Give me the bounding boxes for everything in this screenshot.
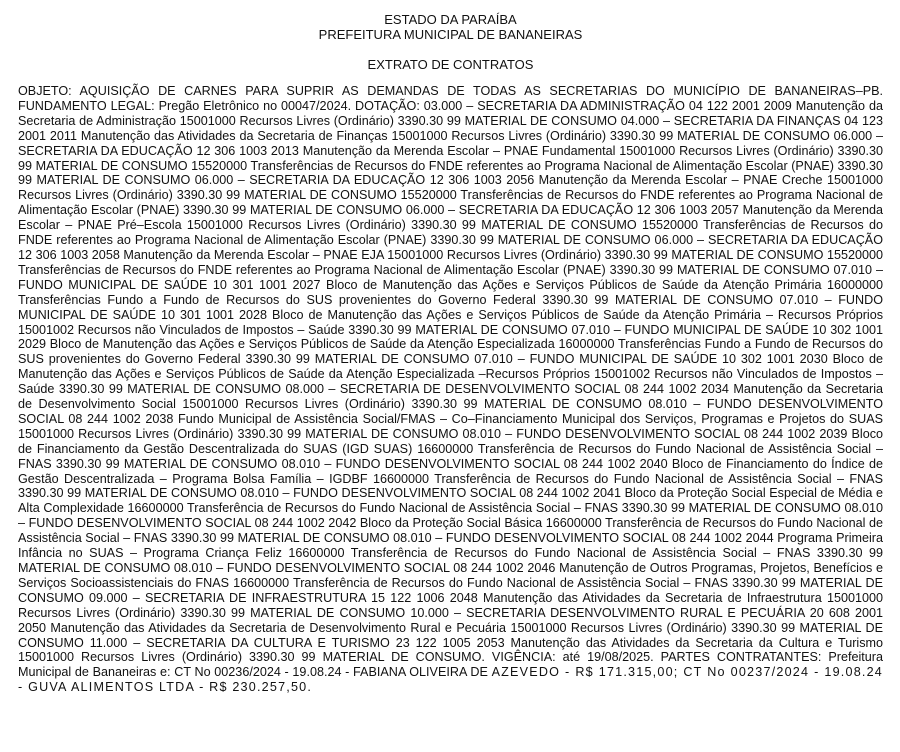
contract-extract-text: OBJETO: AQUISIÇÃO DE CARNES PARA SUPRIR AS DEMANDAS DE TODAS AS SECRETARIAS DO MUNICÍPIO DE BANANEIRAS–PB. FUNDAMENTO LEGAL: Pregão Eletrônico no 00047/2024. DOTAÇÃO: 03.000 – SECRETARIA DA ADMINISTRAÇÃO 04 122 2001 2009 Manutenção da Secretaria de Administração 15001000 Recursos Livres (Ordinário) 3390.30 99 MATERIAL DE CONSUMO 04.000 – SECRETARIA DA FINANÇAS 04 123 2001 2011 Manutenção das Atividades da Secretaria de Finanças 15001000 Recursos Livres (Ordinário) 3390.30 99 MATERIAL DE CONSUMO 06.000 – SECRETARIA DA EDUCAÇÃO 12 306 1003 2013 Manutenção da Merenda Escolar – PNAE Fundamental 15001000 Recursos Livres (Ordinário) 3390.30 99 MATERIAL DE CONSUMO 15520000 Transferências de Recursos do FNDE referentes ao Programa Nacional de Alimentação Escolar (PNAE) 3390.30 99 MATERIAL DE CONSUMO 06.000 – SECRETARIA DA EDUCAÇÃO 12 306 1003 2056 Manutenção da Merenda Escolar – PNAE Creche 15001000 Recursos Livres (Ordinário) 3390.30 99 MATERIAL DE CONSUMO 15520000 Transferências de Recursos do FNDE referentes ao Programa Nacional de Alimentação Escolar (PNAE) 3390.30 99 MATERIAL DE CONSUMO 06.000 – SECRETARIA DA EDUCAÇÃO 12 306 1003 2057 Manutenção da Merenda Escolar – PNAE Pré–Escola 15001000 Recursos Livres (Ordinário) 3390.30 99 MATERIAL DE CONSUMO 15520000 Transferências de Recursos do FNDE referentes ao Programa Nacional de Alimentação Escolar (PNAE) 3390.30 99 MATERIAL DE CONSUMO 06.000 – SECRETARIA DA EDUCAÇÃO 12 306 1003 2058 Manutenção da Merenda Escolar – PNAE EJA 15001000 Recursos Livres (Ordinário) 3390.30 99 MATERIAL DE CONSUMO 15520000 Transferências de Recursos do FNDE referentes ao Programa Nacional de Alimentação Escolar (PNAE) 3390.30 99 MATERIAL DE CONSUMO 07.010 – FUNDO MUNICIPAL DE SAÚDE 10 301 1001 2027 Bloco de Manutenção das Ações e Serviços Públicos de Saúde da Atenção Primária 16000000 Transferências Fundo a Fundo de Recursos do SUS provenientes do Governo Federal 3390.30 99 MATERIAL DE CONSUMO 07.010 – FUNDO MUNICIPAL DE SAÚDE 10 301 1001 2028 Bloco de Manutenção das Ações e Serviços Públicos de Saúde da Atenção Primária – Recursos Próprios 15001002 Recursos não Vinculados de Impostos – Saúde 3390.30 99 MATERIAL DE CONSUMO 07.010 – FUNDO MUNICIPAL DE SAÚDE 10 302 1001 2029 Bloco de Manutenção das Ações e Serviços Públicos de Saúde da Atenção Especializada 16000000 Transferências Fundo a Fundo de Recursos do SUS provenientes do Governo Federal 3390.30 99 MATERIAL DE CONSUMO 07.010 – FUNDO MUNICIPAL DE SAÚDE 10 302 1001 2030 Bloco de Manutenção das Ações e Serviços Públicos de Saúde da Atenção Especializada –Recursos Próprios 15001002 Recursos não Vinculados de Impostos – Saúde 3390.30 99 MATERIAL DE CONSUMO 08.000 – SECRETARIA DE DESENVOLVIMENTO SOCIAL 08 244 1002 2034 Manutenção da Secretaria de Desenvolvimento Social 15001000 Recursos Livres (Ordinário) 3390.30 99 MATERIAL DE CONSUMO 08.010 – FUNDO DESENVOLVIMENTO SOCIAL 08 244 1002 2038 Fundo Municipal de Assistência Social/FMAS – Co–Financiamento Municipal dos Serviços, Programas e Projetos do SUAS 15001000 Recursos Livres (Ordinário) 3390.30 99 MATERIAL DE CONSUMO 08.010 – FUNDO DESENVOLVIMENTO SOCIAL 08 244 1002 2039 Bloco de Financiamento da Gestão Descentralizada do SUAS (IGD SUAS) 16600000 Transferência de Recursos do Fundo Nacional de Assistência Social – FNAS 3390.30 99 MATERIAL DE CONSUMO 08.010 – FUNDO DESENVOLVIMENTO SOCIAL 08 244 1002 2040 Bloco de Financiamento do Índice de Gestão Descentralizada – Programa Bolsa Família – IGDBF 16600000 Transferência de Recursos do Fundo Nacional de Assistência Social – FNAS 3390.30 99 MATERIAL DE CONSUMO 08.010 – FUNDO DESENVOLVIMENTO SOCIAL 08 244 1002 2041 Bloco da Proteção Social Especial de Média e Alta Complexidade 16600000 Transferência de Recursos do Fundo Nacional de Assistência Social – FNAS 3390.30 99 MATERIAL DE CONSUMO 08.010 – FUNDO DESENVOLVIMENTO SOCIAL 08 244 1002 2042 Bloco da Proteção Social Básica 16600000 Transferência de Recursos do Fundo Nacional de Assistência Social – FNAS 3390.30 99 MATERIAL DE CONSUMO 08.010 – FUNDO DESENVOLVIMENTO SOCIAL 08 244 1002 2044 Programa Primeira Infância no SUAS – Programa Criança Feliz 16600000 Transferência de Recursos do Fundo Nacional de Assistência Social – FNAS 3390.30 99 MATERIAL DE CONSUMO 08.010 – FUNDO DESENVOLVIMENTO SOCIAL 08 244 1002 2046 Manutenção de Outros Programas, Projetos, Benefícios e Serviços Socioassistenciais do FNAS 16600000 Transferência de Recursos do Fundo Nacional de Assistência Social – FNAS 3390.30 99 MATERIAL DE CONSUMO 09.000 – SECRETARIA DE INFRAESTRUTURA 15 122 1006 2048 Manutenção das Atividades da Secretaria de Infraestrutura 15001000 Recursos Livres (Ordinário) 3390.30 99 MATERIAL DE CONSUMO 10.000 – SECRETARIA DESENVOLVIMENTO RURAL E PECUÁRIA 20 608 2001 2050 Manutenção das Atividades da Secretaria de Desenvolvimento Rural e Pecuária 15001000 Recursos Livres (Ordinário) 3390.30 99 MATERIAL DE CONSUMO 11.000 – SECRETARIA DA CULTURA E TURISMO 23 122 1005 2053 Manutenção das Atividades da Secretaria da Cultura e Turismo 15001000 Recursos Livres (Ordinário) 3390.30 99 MATERIAL DE CONSUMO. VIGÊNCIA: até 19/08/2025. PARTES CONTRATANTES: Prefeitura Municipal de Bananeiras e: CT No 00236/2024 - 19.08.24 - FABIANA OLIVEIRA DE: [18, 84, 883, 680]
document-header: [18, 12, 883, 42]
municipality-name: PREFEITURA MUNICIPAL DE BANANEIRAS: [318, 27, 583, 42]
document-title: EXTRATO DE CONTRATOS: [367, 57, 534, 72]
contract-extract-body: [18, 84, 883, 695]
contract-parties-values: AZEVEDO - R$ 171.315,00; CT No 00237/2024 - 19.08.24 - GUVA ALIMENTOS LTDA - R$ 230.257,50.: [18, 665, 884, 695]
state-name: ESTADO DA PARAÍBA: [384, 12, 517, 27]
